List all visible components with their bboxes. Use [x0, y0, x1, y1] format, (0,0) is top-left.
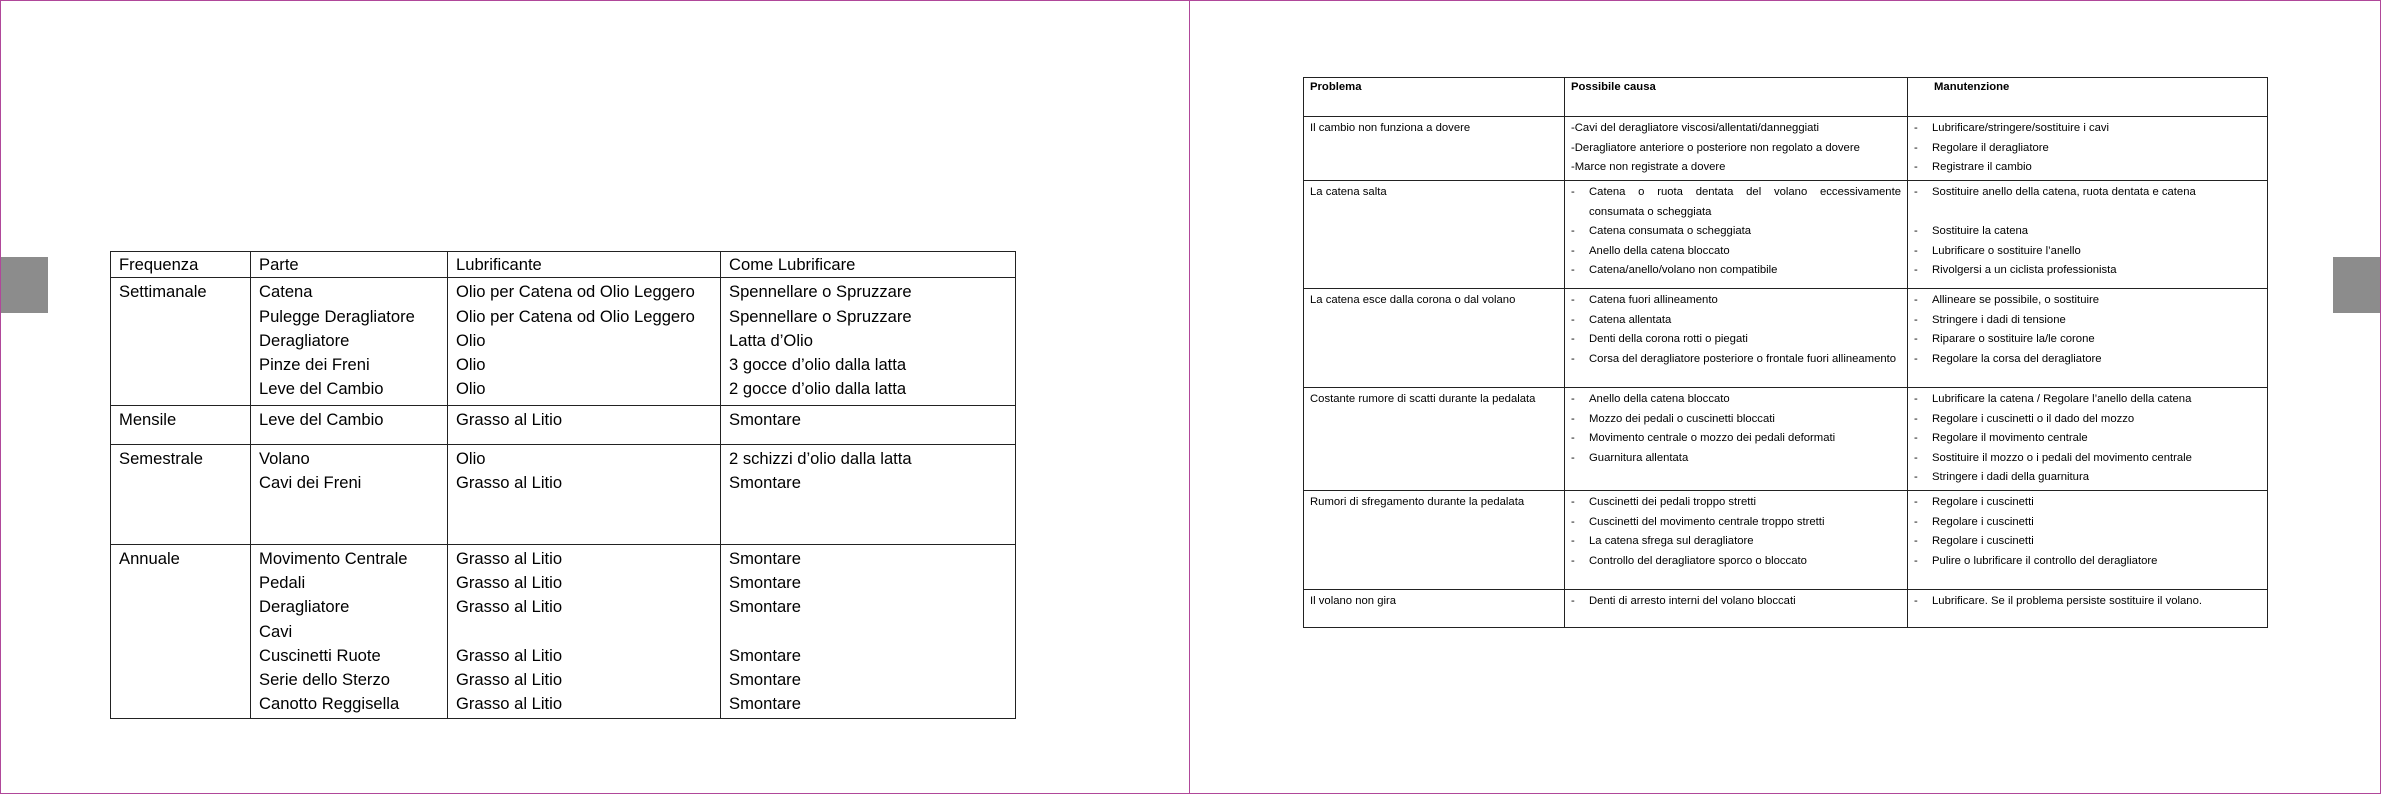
bullet-dash: - [1914, 352, 1918, 365]
bullet-dash: - [1571, 264, 1575, 277]
troubleshooting-row [1304, 117, 2268, 181]
part-label: Volano [259, 449, 310, 469]
bullet-dash: - [1914, 451, 1918, 464]
lubricant-cell [448, 405, 721, 444]
part-label: Pedali [259, 572, 306, 592]
frequency-cell [111, 544, 251, 718]
maintenance-item [1914, 410, 2261, 430]
bullet-dash: - [1914, 495, 1918, 508]
cause-text: Denti della corona rotti o piegati [1589, 333, 1748, 346]
method-label: Spennellare o Spruzzare [729, 282, 912, 302]
header-part: Parte [251, 252, 448, 278]
cause-item [1571, 330, 1901, 350]
maintenance-text: Regolare i cuscinetti [1932, 495, 2034, 508]
maintenance-cell [1908, 589, 2268, 627]
bullet-dash: - [1914, 535, 1918, 548]
lubricant-cell [448, 544, 721, 718]
maintenance-cell [1908, 181, 2268, 289]
maintenance-text: Regolare i cuscinetti [1932, 535, 2034, 548]
maintenance-text: Lubrificare/stringere/sostituire i cavi [1932, 122, 2110, 134]
maintenance-text: Regolare i cuscinetti o il dado del mozzo [1932, 412, 2135, 425]
maintenance-text: Regolare la corsa del deragliatore [1932, 352, 2102, 365]
cause-item [1571, 532, 1901, 552]
header-method: Come Lubrificare [721, 252, 1016, 278]
method-label [729, 620, 1007, 644]
bullet-dash: - [1914, 186, 1918, 198]
frequency-label: Settimanale [119, 282, 207, 302]
method-label: Smontare [729, 473, 801, 493]
cause-cell [1565, 589, 1908, 627]
cause-item [1571, 350, 1901, 370]
cause-item [1571, 429, 1901, 449]
bullet-dash: - [1571, 352, 1575, 365]
lubricant-label: Grasso al Litio [456, 670, 563, 690]
lubricant-label: Olio per Catena od Olio Leggero [456, 306, 695, 326]
bullet-dash: - [1914, 141, 1918, 154]
part-label: Movimento Centrale [259, 548, 408, 568]
cause-text: Cuscinetti dei pedali troppo stretti [1589, 495, 1757, 508]
troubleshooting-table [1303, 77, 2268, 628]
frequency-cell [111, 405, 251, 444]
bullet-dash: - [1571, 594, 1575, 607]
maintenance-text: Lubrificare la catena / Regolare l’anello della catena [1932, 393, 2192, 405]
bullet-dash: - [1571, 495, 1575, 508]
lubrication-group-row [111, 445, 1016, 545]
frequency-label: Semestrale [119, 449, 203, 469]
method-label: Smontare [729, 645, 801, 665]
frequency-label: Annuale [119, 548, 180, 568]
left-page-tab-marker [1, 257, 48, 313]
maintenance-item [1914, 350, 2261, 370]
lubricant-label: Grasso al Litio [456, 694, 563, 714]
bullet-dash: - [1914, 471, 1918, 484]
maintenance-cell [1908, 117, 2268, 181]
part-cell [251, 445, 448, 545]
maintenance-item [1914, 242, 2261, 262]
lubrication-schedule-table [110, 251, 1016, 719]
part-label: Pinze dei Freni [259, 355, 370, 375]
troubleshooting-row [1304, 388, 2268, 491]
problem-text: Il cambio non funziona a dovere [1310, 122, 1471, 134]
method-cell [721, 405, 1016, 444]
bullet-dash: - [1914, 432, 1918, 445]
bullet-dash: - [1914, 412, 1918, 425]
cause-cell [1565, 289, 1908, 388]
method-label: 3 gocce d’olio dalla latta [729, 355, 907, 375]
cause-item [1571, 449, 1901, 469]
frequency-cell [111, 445, 251, 545]
lubricant-label [456, 620, 712, 644]
bullet-dash: - [1571, 432, 1575, 445]
lubricant-label: Grasso al Litio [456, 548, 563, 568]
maintenance-item [1914, 139, 2261, 159]
cause-text: Movimento centrale o mozzo dei pedali deformati [1589, 432, 1836, 445]
maintenance-cell [1908, 490, 2268, 589]
bullet-dash: - [1571, 451, 1575, 464]
bullet-dash: - [1571, 294, 1575, 306]
problem-text: La catena esce dalla corona o dal volano [1310, 294, 1516, 306]
header-cause: Possibile causa [1565, 78, 1908, 117]
cause-cell [1565, 388, 1908, 491]
cause-text: La catena sfrega sul deragliatore [1589, 535, 1754, 548]
maintenance-text: Regolare il deragliatore [1932, 141, 2049, 154]
part-label: Leve del Cambio [259, 409, 384, 429]
cause-item: -Marce non registrate a dovere [1571, 161, 1726, 174]
troubleshooting-row [1304, 289, 2268, 388]
part-label: Deragliatore [259, 330, 350, 350]
cause-item [1571, 291, 1901, 311]
cause-cell [1565, 181, 1908, 289]
problem-cell [1304, 490, 1565, 589]
maintenance-item [1914, 261, 2261, 281]
problem-cell [1304, 289, 1565, 388]
cause-item [1571, 183, 1901, 222]
problem-cell [1304, 117, 1565, 181]
cause-text: Mozzo dei pedali o cuscinetti bloccati [1589, 412, 1775, 425]
right-page-tab-marker [2333, 257, 2380, 313]
troubleshooting-row [1304, 589, 2268, 627]
maintenance-item [1914, 552, 2261, 572]
bullet-dash: - [1571, 554, 1575, 567]
cause-item [1571, 493, 1901, 513]
maintenance-item [1914, 203, 2261, 223]
maintenance-cell [1908, 388, 2268, 491]
bullet-dash: - [1914, 122, 1918, 134]
bullet-dash: - [1914, 554, 1918, 567]
problem-text: Rumori di sfregamento durante la pedalata [1310, 495, 1525, 508]
cause-text: Cuscinetti del movimento centrale troppo stretti [1589, 515, 1825, 528]
problem-cell [1304, 181, 1565, 289]
bullet-dash: - [1914, 161, 1918, 174]
method-label: 2 schizzi d’olio dalla latta [729, 449, 912, 469]
lubrication-group-row [111, 278, 1016, 405]
maintenance-item [1914, 468, 2261, 488]
problem-text: La catena salta [1310, 186, 1387, 198]
method-label: Smontare [729, 694, 801, 714]
bullet-dash: - [1914, 333, 1918, 346]
maintenance-text: Sostituire la catena [1932, 225, 2029, 238]
maintenance-text: Pulire o lubrificare il controllo del deragliatore [1932, 554, 2158, 567]
maintenance-text: Registrare il cambio [1932, 161, 2032, 174]
maintenance-text: Allineare se possibile, o sostituire [1932, 294, 2100, 306]
part-label: Leve del Cambio [259, 379, 384, 399]
method-cell [721, 544, 1016, 718]
cause-text: Denti di arresto interni del volano bloccati [1589, 594, 1796, 607]
method-label: Smontare [729, 572, 801, 592]
bullet-dash: - [1914, 225, 1918, 238]
troubleshooting-row [1304, 490, 2268, 589]
bullet-dash: - [1571, 333, 1575, 346]
cause-text: Guarnitura allentata [1589, 451, 1689, 464]
cause-item [1571, 410, 1901, 430]
lubrication-group-row [111, 405, 1016, 444]
maintenance-item [1914, 429, 2261, 449]
cause-item [1571, 222, 1901, 242]
bullet-dash: - [1571, 535, 1575, 548]
problem-text: Costante rumore di scatti durante la pedalata [1310, 393, 1536, 405]
cause-item [1571, 261, 1901, 281]
maintenance-item [1914, 390, 2261, 410]
maintenance-text: Regolare il movimento centrale [1932, 432, 2088, 445]
cause-item [1571, 311, 1901, 331]
maintenance-item [1914, 592, 2261, 612]
cause-item [1571, 242, 1901, 262]
method-cell [721, 445, 1016, 545]
maintenance-item [1914, 183, 2261, 203]
bullet-dash: - [1571, 515, 1575, 528]
part-label: Canotto Reggisella [259, 694, 400, 714]
frequency-cell [111, 278, 251, 405]
cause-text: Catena o ruota dentata del volano eccessivamente consumata o scheggiata [1589, 186, 1901, 218]
part-label: Catena [259, 282, 313, 302]
method-label: Smontare [729, 597, 801, 617]
part-label: Cavi dei Freni [259, 473, 362, 493]
cause-item [1571, 592, 1901, 612]
lubricant-label: Olio [456, 379, 486, 399]
bullet-dash: - [1571, 244, 1575, 257]
part-label: Cuscinetti Ruote [259, 645, 381, 665]
cause-text: Anello della catena bloccato [1589, 393, 1730, 405]
maintenance-text: Rivolgersi a un ciclista professionista [1932, 264, 2117, 277]
lubricant-label: Grasso al Litio [456, 409, 563, 429]
lubricant-label: Grasso al Litio [456, 597, 563, 617]
maintenance-item [1914, 449, 2261, 469]
method-label: Smontare [729, 409, 801, 429]
part-label: Serie dello Sterzo [259, 670, 390, 690]
bullet-dash: - [1914, 515, 1918, 528]
bullet-dash: - [1571, 186, 1575, 198]
header-maintenance: Manutenzione [1908, 78, 2268, 117]
part-cell [251, 544, 448, 718]
cause-item [1571, 513, 1901, 533]
problem-text: Il volano non gira [1310, 594, 1397, 607]
maintenance-text: Regolare i cuscinetti [1932, 515, 2034, 528]
part-label: Deragliatore [259, 597, 350, 617]
cause-cell [1565, 490, 1908, 589]
method-label: 2 gocce d’olio dalla latta [729, 379, 907, 399]
method-label: Smontare [729, 670, 801, 690]
part-label: Cavi [259, 621, 293, 641]
maintenance-text: Stringere i dadi della guarnitura [1932, 471, 2089, 484]
part-cell [251, 278, 448, 405]
maintenance-cell [1908, 289, 2268, 388]
lubricant-label: Olio per Catena od Olio Leggero [456, 282, 695, 302]
bullet-dash: - [1571, 225, 1575, 238]
cause-text: Catena allentata [1589, 313, 1672, 326]
maintenance-text: Lubrificare o sostituire l’anello [1932, 244, 2081, 257]
part-label: Pulegge Deragliatore [259, 306, 415, 326]
bullet-dash: - [1914, 294, 1918, 306]
part-cell [251, 405, 448, 444]
bullet-dash: - [1914, 313, 1918, 326]
maintenance-text: Stringere i dadi di tensione [1932, 313, 2066, 326]
bullet-dash: - [1914, 244, 1918, 257]
bullet-dash: - [1914, 264, 1918, 277]
cause-item [1571, 390, 1901, 410]
maintenance-item [1914, 330, 2261, 350]
troubleshooting-header-row [1304, 78, 2268, 117]
maintenance-item [1914, 513, 2261, 533]
maintenance-item [1914, 311, 2261, 331]
method-label: Smontare [729, 548, 801, 568]
bullet-dash: - [1914, 393, 1918, 405]
cause-text: Anello della catena bloccato [1589, 244, 1730, 257]
lubricant-label: Grasso al Litio [456, 572, 563, 592]
lubricant-label: Olio [456, 330, 486, 350]
maintenance-item [1914, 493, 2261, 513]
maintenance-text: Riparare o sostituire la/le corone [1932, 333, 2095, 346]
bullet-dash: - [1571, 393, 1575, 405]
lubricant-label: Grasso al Litio [456, 473, 563, 493]
method-cell [721, 278, 1016, 405]
bullet-dash: - [1914, 594, 1918, 607]
lubricant-label: Grasso al Litio [456, 645, 563, 665]
header-lubricant: Lubrificante [448, 252, 721, 278]
troubleshooting-row [1304, 181, 2268, 289]
maintenance-text: Sostituire anello della catena, ruota dentata e catena [1932, 186, 2196, 198]
cause-text: Controllo del deragliatore sporco o bloccato [1589, 554, 1807, 567]
maintenance-text: Sostituire il mozzo o i pedali del movimento centrale [1932, 451, 2192, 464]
header-problem: Problema [1304, 78, 1565, 117]
problem-cell [1304, 388, 1565, 491]
maintenance-item [1914, 291, 2261, 311]
bullet-dash: - [1571, 313, 1575, 326]
lubricant-cell [448, 445, 721, 545]
cause-text: Catena consumata o scheggiata [1589, 225, 1752, 238]
maintenance-item [1914, 119, 2261, 139]
method-label: Latta d’Olio [729, 330, 813, 350]
cause-text: Catena fuori allineamento [1589, 294, 1718, 306]
lubricant-label: Olio [456, 355, 486, 375]
cause-item: -Deragliatore anteriore o posteriore non regolato a dovere [1571, 141, 1860, 154]
cause-item: -Cavi del deragliatore viscosi/allentati/danneggiati [1571, 122, 1820, 134]
maintenance-item [1914, 158, 2261, 178]
maintenance-item [1914, 532, 2261, 552]
maintenance-text: Lubrificare. Se il problema persiste sostituire il volano. [1932, 594, 2202, 607]
problem-cell [1304, 589, 1565, 627]
bullet-dash: - [1571, 412, 1575, 425]
cause-text: Catena/anello/volano non compatibile [1589, 264, 1778, 277]
lubricant-cell [448, 278, 721, 405]
lubricant-label: Olio [456, 449, 486, 469]
cause-cell [1565, 117, 1908, 181]
method-label: Spennellare o Spruzzare [729, 306, 912, 326]
header-frequency: Frequenza [111, 252, 251, 278]
frequency-label: Mensile [119, 409, 177, 429]
cause-item [1571, 552, 1901, 572]
lubrication-group-row [111, 544, 1016, 718]
lubrication-header-row [111, 252, 1016, 278]
maintenance-item [1914, 222, 2261, 242]
cause-text: Corsa del deragliatore posteriore o frontale fuori allineamento [1589, 352, 1897, 365]
